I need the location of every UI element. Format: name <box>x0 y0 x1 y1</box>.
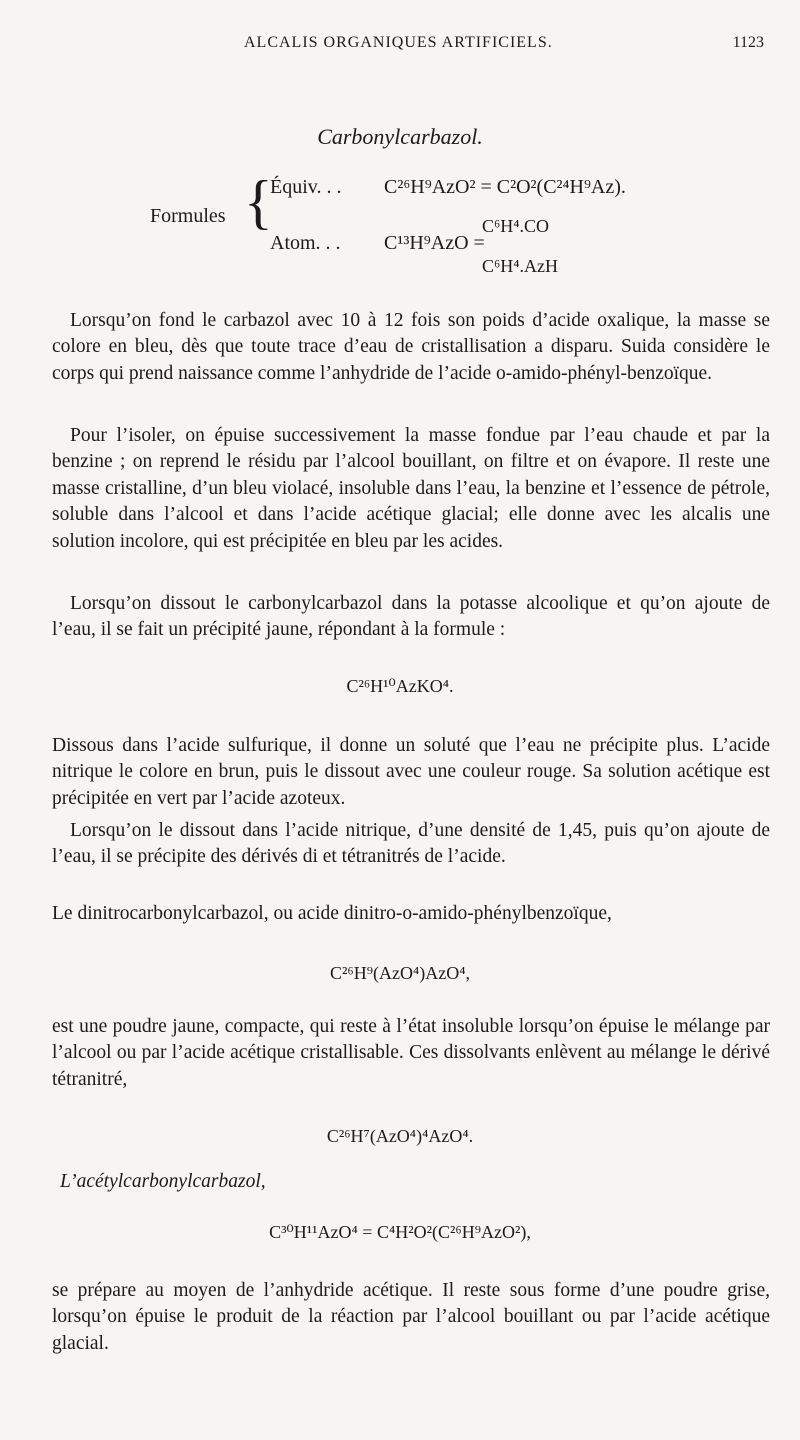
formula-tetranitro: C²⁶H⁷(AzO⁴)⁴AzO⁴. <box>326 1126 474 1146</box>
atom-formula: C¹³H⁹AzO = <box>384 232 485 254</box>
header-title: ALCALIS ORGANIQUES ARTIFICIELS. <box>244 34 553 51</box>
equiv-formula: C²⁶H⁹AzO² = C²O²(C²⁴H⁹Az). <box>384 176 626 198</box>
paragraph-4: Dissous dans l’acide sulfurique, il donne un soluté que l’eau ne précipite plus. L’acide nitrique le colore en brun, puis le dissout avec une couleur rouge. Sa solution acétique est précipitée en vert par l’acide azoteux. <box>52 735 770 809</box>
formula-acetyl: C³⁰H¹¹AzO⁴ = C⁴H²O²(C²⁶H⁹AzO²), <box>269 1222 531 1242</box>
atom-upper: C⁶H⁴.CO <box>482 216 550 236</box>
paragraph-2: Pour l’isoler, on épuise successivement la masse fondue par l’eau chaude et par la benzine ; on reprend le résidu par l’alcool bouillant, on filtre et on évapore. Il reste une masse cristalline, d’un bleu violacé, insoluble dans l’eau, la benzine et l’essence de pétrole, soluble dans l’alcool et dans l’acide acétique glacial; elle donne avec les alcalis une solution incolore, qui est précipitée en bleu par les acides. <box>52 425 770 552</box>
running-header <box>0 34 800 58</box>
brace-symbol: { <box>244 169 273 235</box>
atom-label: Atom. . . <box>270 232 341 254</box>
page-number: 1123 <box>732 34 764 51</box>
section-title: Carbonylcarbazol. <box>317 124 483 149</box>
paragraph-7: est une poudre jaune, compacte, qui reste à l’état insoluble lorsqu’on épuise le mélange par l’alcool ou par l’acide acétique cristallisable. Ces dissolvants enlèvent au mélange le dérivé tétranitré, <box>52 1016 770 1090</box>
formula-potassium: C²⁶H¹⁰AzKO⁴. <box>346 676 454 696</box>
paragraph-6: Le dinitrocarbonylcarbazol, ou acide dinitro-o-amido-phénylbenzoïque, <box>52 903 612 924</box>
formula-dinitro: C²⁶H⁹(AzO⁴)AzO⁴, <box>330 963 470 983</box>
paragraph-3: Lorsqu’on dissout le carbonylcarbazol dans la potasse alcoolique et qu’on ajoute de l’eau, il se fait un précipité jaune, répondant à la formule : <box>52 593 770 641</box>
equiv-label: Équiv. . . <box>270 176 342 198</box>
formula-label: Formules <box>150 205 226 227</box>
paragraph-1: Lorsqu’on fond le carbazol avec 10 à 12 fois son poids d’acide oxalique, la masse se colore en bleu, dès que toute trace d’eau de cristallisation a disparu. Suida considère le corps qui prend naissance comme l’anhydride de l’acide o-amido-phényl-benzoïque. <box>52 310 770 384</box>
formula-table <box>150 170 710 280</box>
atom-lower: C⁶H⁴.AzH <box>482 256 559 276</box>
paragraph-5: Lorsqu’on le dissout dans l’acide nitrique, d’une densité de 1,45, puis qu’on ajoute de l’eau, il se précipite des dérivés di et tétranitrés de l’acide. <box>52 820 770 868</box>
paragraph-8: L’acétylcarbonylcarbazol, <box>60 1171 266 1192</box>
paragraph-9: se prépare au moyen de l’anhydride acétique. Il reste sous forme d’une poudre grise, lorsqu’on épuise le produit de la réaction par l’alcool bouillant ou par l’acide acétique glacial. <box>52 1280 770 1354</box>
